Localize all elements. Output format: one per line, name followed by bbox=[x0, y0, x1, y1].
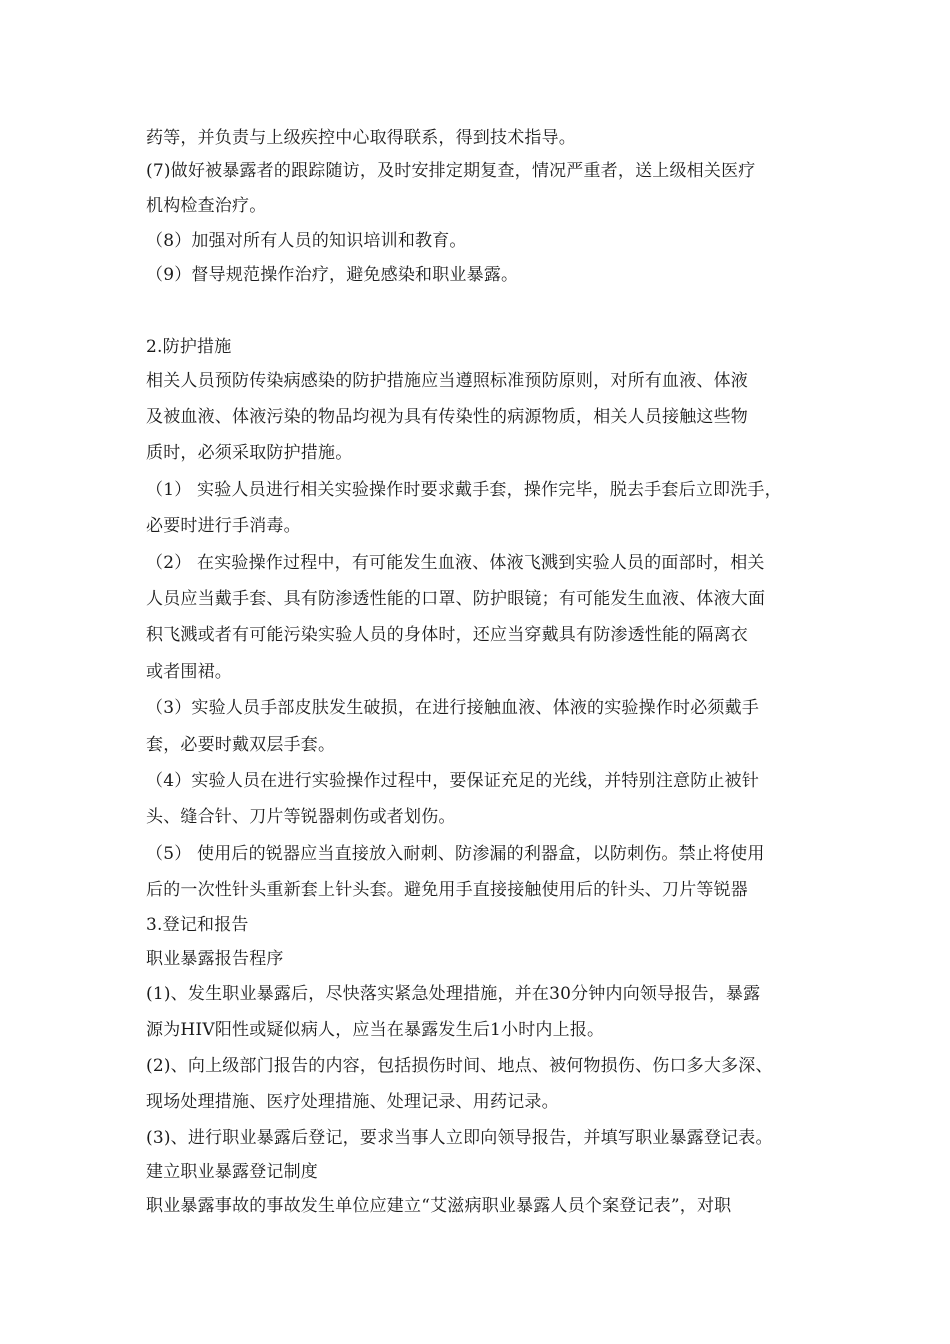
paragraph-line: 后的一次性针头重新套上针头套。避免用手直接接触使用后的针头、刀片等锐器 bbox=[146, 880, 748, 900]
paragraph-line: 头、缝合针、刀片等锐器刺伤或者划伤。 bbox=[146, 807, 456, 827]
list-item-8: （8）加强对所有人员的知识培训和教育。 bbox=[146, 231, 467, 251]
section-heading-registration: 3.登记和报告 bbox=[146, 915, 249, 935]
subheading-report-procedure: 职业暴露报告程序 bbox=[146, 949, 284, 969]
paragraph-line: 必要时进行手消毒。 bbox=[146, 516, 301, 536]
paragraph-line: 套，必要时戴双层手套。 bbox=[146, 735, 336, 755]
list-item-4: （4）实验人员在进行实验操作过程中，要保证充足的光线，并特别注意防止被针 bbox=[146, 771, 760, 791]
paragraph-line: 药等，并负责与上级疾控中心取得联系，得到技术指导。 bbox=[146, 128, 576, 148]
paragraph-line: 机构检查治疗。 bbox=[146, 196, 267, 216]
list-item-3: （3）实验人员手部皮肤发生破损，在进行接触血液、体液的实验操作时必须戴手 bbox=[146, 698, 760, 718]
list-item-2: （2） 在实验操作过程中，有可能发生血液、体液飞溅到实验人员的面部时，相关 bbox=[146, 553, 765, 573]
subheading-registration-system: 建立职业暴露登记制度 bbox=[146, 1162, 318, 1182]
paragraph-line: 质时，必须采取防护措施。 bbox=[146, 443, 353, 463]
paragraph-line: 人员应当戴手套、具有防渗透性能的口罩、防护眼镜；有可能发生血液、体液大面 bbox=[146, 589, 766, 609]
list-item-2: (2)、向上级部门报告的内容，包括损伤时间、地点、被何物损伤、伤口多大多深、 bbox=[146, 1056, 773, 1076]
list-item-1: (1)、发生职业暴露后，尽快落实紧急处理措施，并在30分钟内向领导报告，暴露 bbox=[146, 984, 761, 1004]
paragraph-line: 源为HIV阳性或疑似病人，应当在暴露发生后1小时内上报。 bbox=[146, 1020, 605, 1040]
paragraph-line: 积飞溅或者有可能污染实验人员的身体时，还应当穿戴具有防渗透性能的隔离衣 bbox=[146, 625, 748, 645]
paragraph-line: 或者围裙。 bbox=[146, 662, 232, 682]
paragraph-line: (7)做好被暴露者的跟踪随访，及时安排定期复查，情况严重者，送上级相关医疗 bbox=[146, 161, 756, 181]
list-item-3: (3)、进行职业暴露后登记，要求当事人立即向领导报告，并填写职业暴露登记表。 bbox=[146, 1128, 773, 1148]
paragraph-line: 现场处理措施、医疗处理措施、处理记录、用药记录。 bbox=[146, 1092, 559, 1112]
section-heading-protection: 2.防护措施 bbox=[146, 337, 232, 357]
list-item-1: （1） 实验人员进行相关实验操作时要求戴手套，操作完毕，脱去手套后立即洗手， bbox=[146, 480, 782, 500]
list-item-5: （5） 使用后的锐器应当直接放入耐刺、防渗漏的利器盒，以防刺伤。禁止将使用 bbox=[146, 844, 765, 864]
list-item-9: （9）督导规范操作治疗，避免感染和职业暴露。 bbox=[146, 265, 519, 285]
paragraph-line: 及被血液、体液污染的物品均视为具有传染性的病源物质，相关人员接触这些物 bbox=[146, 407, 748, 427]
paragraph-line: 职业暴露事故的事故发生单位应建立“艾滋病职业暴露人员个案登记表”，对职 bbox=[146, 1196, 732, 1216]
paragraph-line: 相关人员预防传染病感染的防护措施应当遵照标准预防原则，对所有血液、体液 bbox=[146, 371, 748, 391]
